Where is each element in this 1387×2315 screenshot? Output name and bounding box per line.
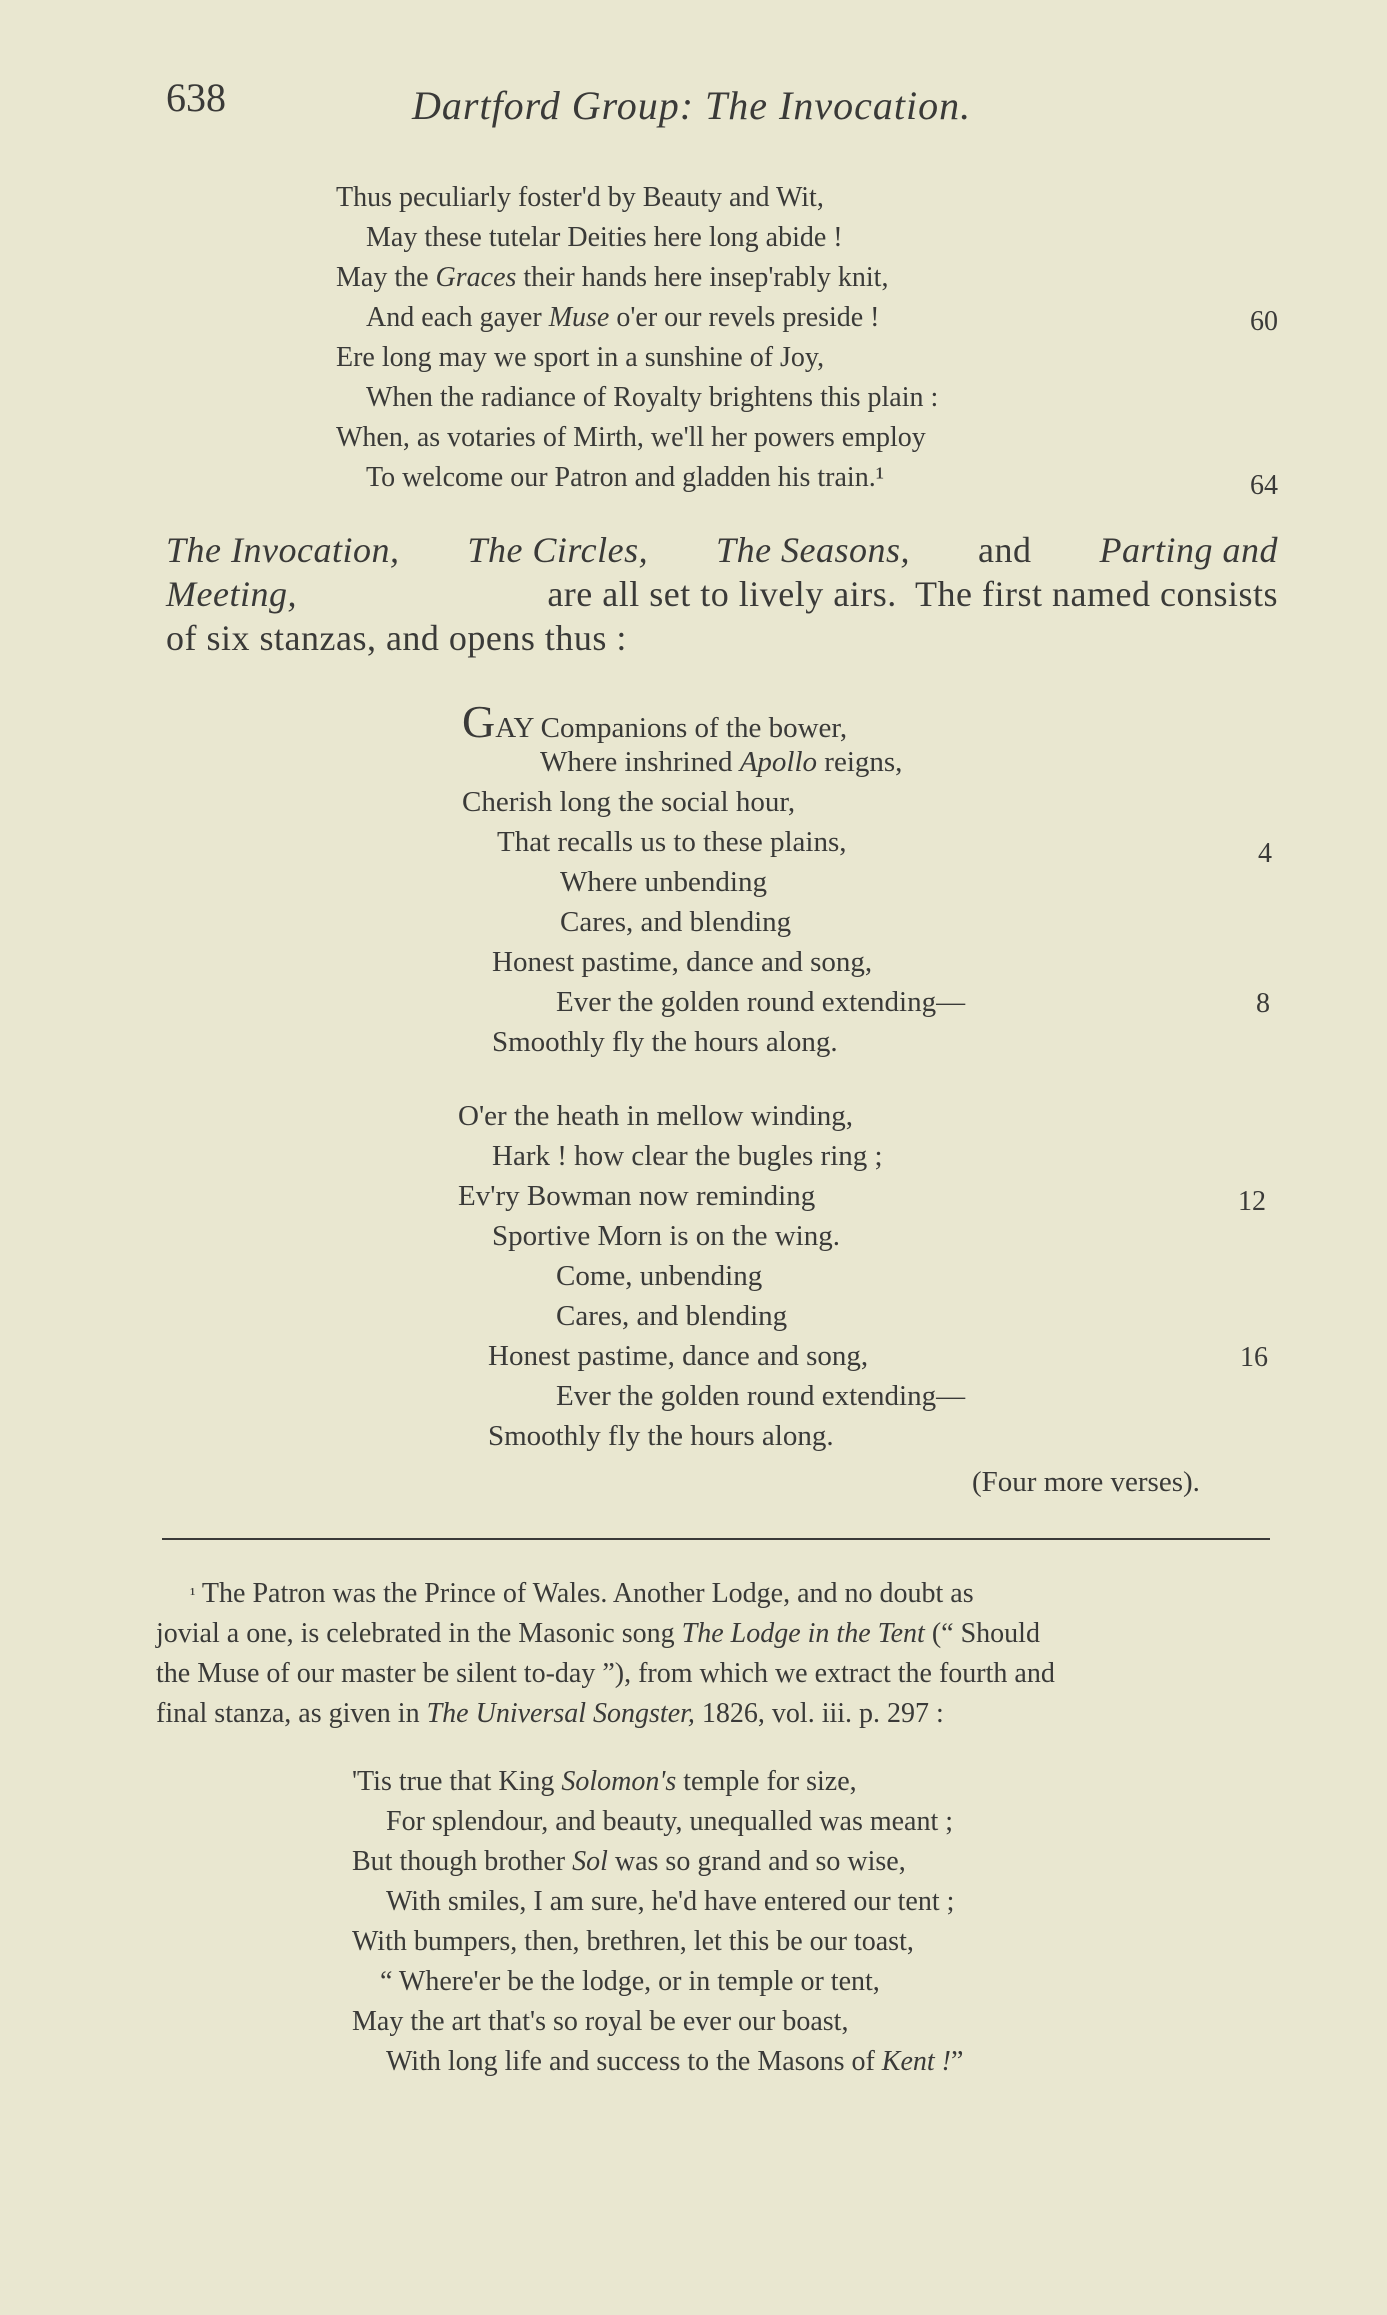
verse-line: GAY Companions of the bower,	[462, 696, 848, 747]
verse-line: O'er the heath in mellow winding,	[458, 1100, 854, 1132]
verse-line: That recalls us to these plains,	[497, 826, 847, 858]
paragraph-line: of six stanzas, and opens thus :	[166, 618, 627, 658]
verse-line: Sportive Morn is on the wing.	[492, 1220, 840, 1252]
verse-line: May these tutelar Deities here long abide !	[366, 222, 843, 253]
line-number: 64	[1250, 470, 1278, 501]
verse-line: Smoothly fly the hours along.	[492, 1026, 838, 1058]
verse-line: Ere long may we sport in a sunshine of Joy,	[336, 342, 825, 373]
footnote-rule	[162, 1538, 1270, 1540]
page-number: 638	[166, 75, 226, 120]
verse-line: Ever the golden round extending—	[556, 986, 966, 1018]
paragraph-line: Meeting, are all set to lively airs. The first named consists	[166, 574, 1278, 614]
running-title: Dartford Group: The Invocation.	[412, 83, 972, 128]
footnote-verse-line: With smiles, I am sure, he'd have entered our tent ;	[386, 1886, 955, 1917]
paragraph-line: The Invocation, The Circles, The Seasons, and Parting and	[166, 530, 1278, 570]
footnote-verse-line: With long life and success to the Masons of Kent !”	[386, 2046, 964, 2077]
line-number: 8	[1256, 988, 1270, 1019]
footnote-line: the Muse of our master be silent to-day ”), from which we extract the fourth and	[156, 1658, 1055, 1689]
verse-line: When, as votaries of Mirth, we'll her powers employ	[336, 422, 926, 453]
verse-line: Cares, and blending	[560, 906, 792, 938]
verse-line: Come, unbending	[556, 1260, 763, 1292]
verse-line: Cares, and blending	[556, 1300, 788, 1332]
verse-line: Honest pastime, dance and song,	[492, 946, 873, 978]
line-number: 16	[1240, 1342, 1268, 1373]
footnote-verse-line: But though brother Sol was so grand and so wise,	[352, 1846, 906, 1877]
footnote-line: final stanza, as given in The Universal Songster, 1826, vol. iii. p. 297 :	[156, 1698, 944, 1729]
line-number: 12	[1238, 1186, 1266, 1217]
verse-line: When the radiance of Royalty brightens this plain :	[366, 382, 939, 413]
verse-line: Honest pastime, dance and song,	[488, 1340, 869, 1372]
drop-cap: G	[462, 696, 496, 747]
footnote-verse-line: With bumpers, then, brethren, let this be our toast,	[352, 1926, 914, 1957]
verse-line: Thus peculiarly foster'd by Beauty and Wit,	[336, 182, 824, 213]
verse-line: Where unbending	[560, 866, 767, 898]
verse-line: Ev'ry Bowman now reminding	[458, 1180, 816, 1212]
line-number: 60	[1250, 306, 1278, 337]
line-number: 4	[1258, 838, 1272, 869]
verse-line: Smoothly fly the hours along.	[488, 1420, 834, 1452]
verse-line: Where inshrined Apollo reigns,	[540, 746, 903, 778]
verse-line: Cherish long the social hour,	[462, 786, 796, 818]
footnote-line: $^{^1}$ The Patron was the Prince of Wales. Another Lodge, and no doubt as	[190, 1578, 974, 1609]
footnote-line: jovial a one, is celebrated in the Masonic song The Lodge in the Tent (“ Should	[156, 1618, 1040, 1649]
footnote-verse-line: May the art that's so royal be ever our boast,	[352, 2006, 849, 2037]
more-verses-note: (Four more verses).	[972, 1466, 1200, 1498]
verse-line: Hark ! how clear the bugles ring ;	[492, 1140, 883, 1172]
verse-line: Ever the golden round extending—	[556, 1380, 966, 1412]
footnote-verse-line: “ Where'er be the lodge, or in temple or tent,	[380, 1966, 880, 1997]
verse-line: To welcome our Patron and gladden his train.¹	[366, 462, 885, 493]
footnote-verse-line: 'Tis true that King Solomon's temple for size,	[352, 1766, 857, 1797]
verse-line: And each gayer Muse o'er our revels preside !	[366, 302, 880, 333]
footnote-verse-line: For splendour, and beauty, unequalled was meant ;	[386, 1806, 954, 1837]
verse-line: May the Graces their hands here insep'rably knit,	[336, 262, 889, 293]
